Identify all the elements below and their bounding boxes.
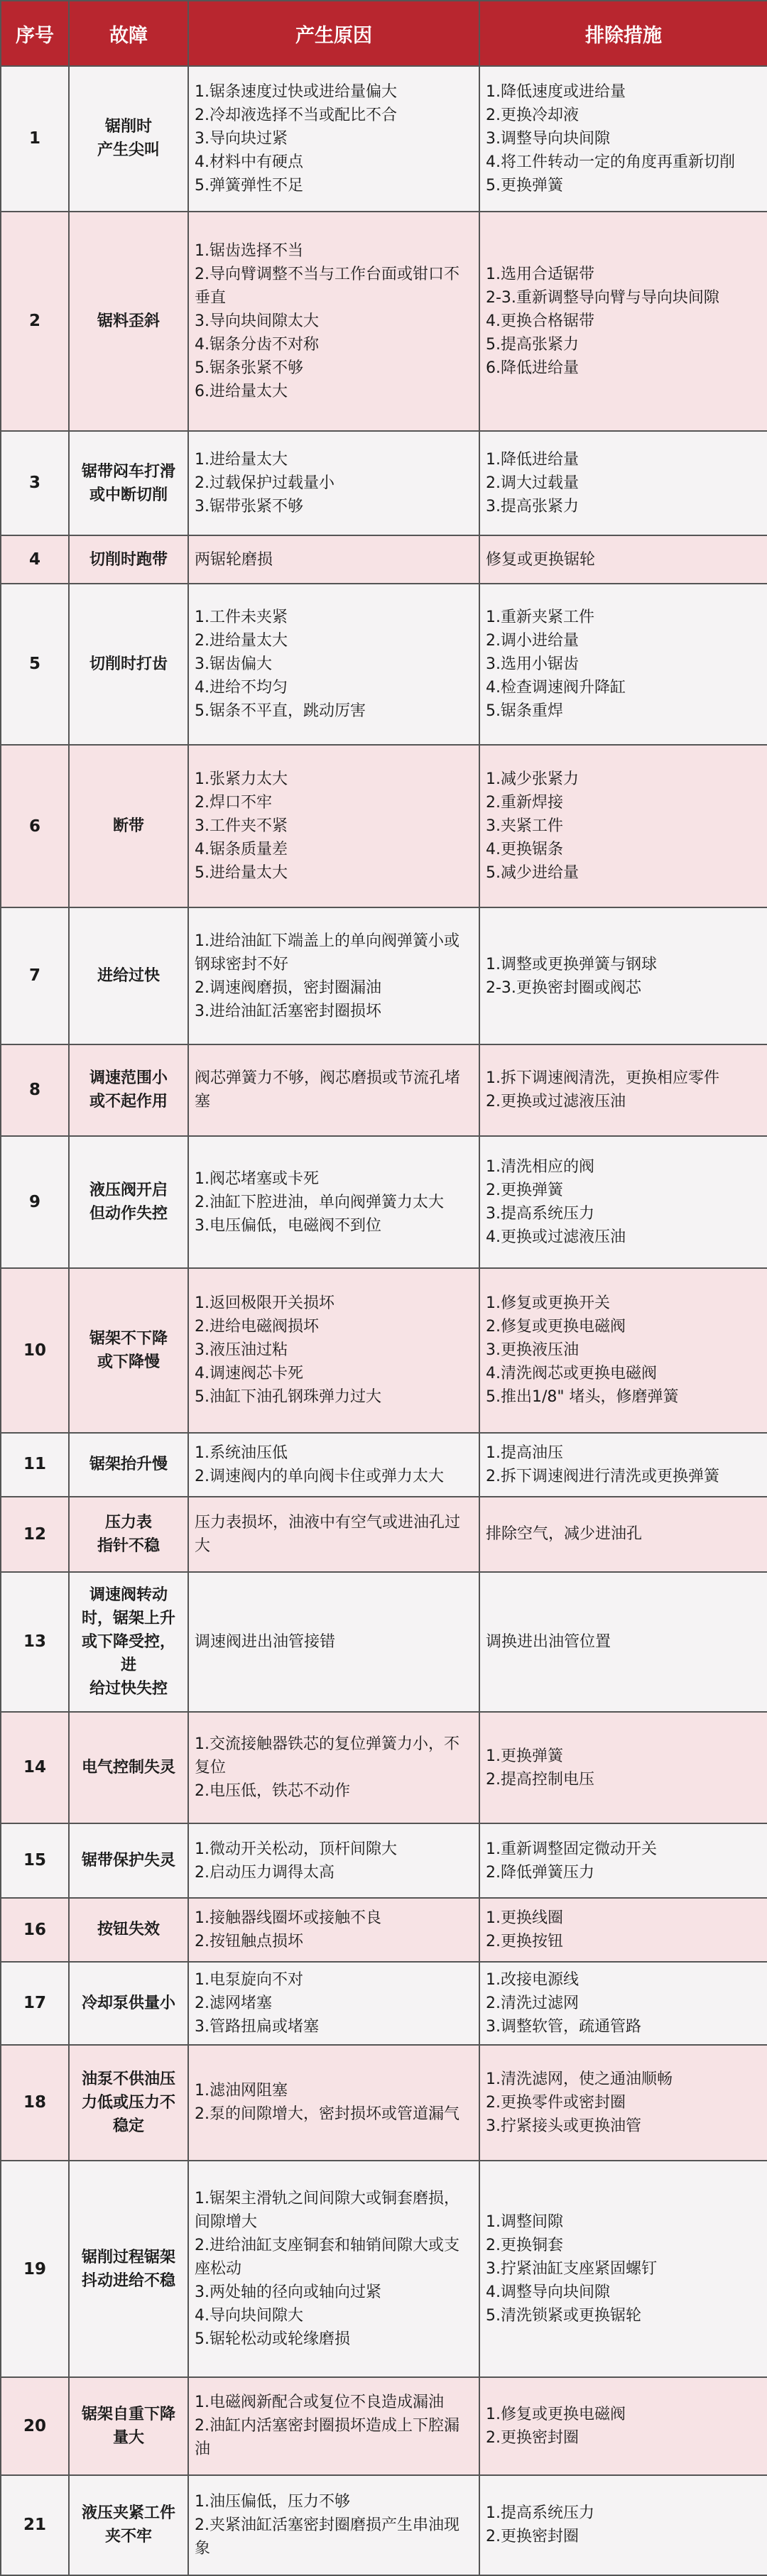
cause-cell <box>188 1962 479 2045</box>
remedy-line: 2.更换或过滤液压油 <box>486 1093 626 1111</box>
remedy-line: 1.选用合适锯带 <box>486 265 594 283</box>
cause-line: 1.滤油网阻塞 <box>195 2082 288 2100</box>
cause-line: 3.导向块过紧 <box>195 129 288 148</box>
cause-line: 3.进给油缸活塞密封圈损坏 <box>195 1002 381 1020</box>
remedy-cell <box>479 1823 767 1897</box>
remedy-cell <box>479 2377 767 2474</box>
remedy-line: 1.修复或更换开关 <box>486 1294 610 1313</box>
row-number: 5 <box>1 584 69 745</box>
cause-line: 4.锯条分齿不对称 <box>195 335 319 354</box>
remedy-line: 2.调小进给量 <box>486 632 579 650</box>
remedy-line: 5.锯条重焊 <box>486 702 563 721</box>
cause-cell <box>188 1572 479 1712</box>
cause-line: 2.油缸内活塞密封圈损坏造成上下腔漏油 <box>195 2417 459 2459</box>
cause-line: 1.锯齿选择不当 <box>195 241 303 260</box>
cause-cell <box>188 1823 479 1897</box>
remedy-line: 4.清洗阀芯或更换电磁阀 <box>486 1365 657 1383</box>
cause-line: 2.按钮触点损坏 <box>195 1932 303 1950</box>
remedy-line: 2.降低弹簧压力 <box>486 1863 594 1882</box>
cause-line: 1.接触器线圈坏或接触不良 <box>195 1909 381 1927</box>
cause-line: 4.进给不均匀 <box>195 679 288 697</box>
row-number: 16 <box>1 1898 69 1962</box>
remedy-line: 1.调整或更换弹簧与钢球 <box>486 955 657 973</box>
row-number: 4 <box>1 535 69 584</box>
remedy-line: 3.调整软管，疏通管路 <box>486 2017 641 2036</box>
remedy-line: 2.更换密封圈 <box>486 2428 579 2447</box>
remedy-line: 3.更换液压油 <box>486 1341 579 1360</box>
remedy-line: 2.修复或更换电磁阀 <box>486 1318 626 1336</box>
cause-cell <box>188 2475 479 2575</box>
remedy-line: 3.提高系统压力 <box>486 1205 594 1223</box>
table-row <box>1 1823 767 1897</box>
remedy-line: 6.降低进给量 <box>486 359 579 377</box>
table-row <box>1 1712 767 1824</box>
remedy-line: 4.更换合格锯带 <box>486 312 594 330</box>
cause-cell <box>188 431 479 535</box>
remedy-line: 3.夹紧工件 <box>486 817 563 836</box>
cause-line: 1.电磁阀新配合或复位不良造成漏油 <box>195 2394 444 2412</box>
row-number: 6 <box>1 745 69 907</box>
fault-cell: 锯削时 产生尖叫 <box>69 66 188 212</box>
remedy-line: 排除空气，减少进油孔 <box>486 1525 643 1544</box>
remedy-cell <box>479 1962 767 2045</box>
remedy-cell <box>479 1044 767 1136</box>
remedy-line: 5.减少进给量 <box>486 864 579 883</box>
row-number: 13 <box>1 1572 69 1712</box>
remedy-line: 2-3.更换密封圈或阀芯 <box>486 978 641 997</box>
cause-line: 2.夹紧油缸活塞密封圈磨损产生串油现象 <box>195 2516 459 2558</box>
cause-line: 2.冷却液选择不当或配比不合 <box>195 106 397 124</box>
cause-line: 2.进给量太大 <box>195 632 288 650</box>
fault-cell: 油泵不供油压 力低或压力不 稳定 <box>69 2045 188 2161</box>
cause-line: 3.液压油过粘 <box>195 1341 288 1360</box>
table-row <box>1 2475 767 2575</box>
header-row <box>1 1 767 66</box>
cause-line: 3.导向块间隙太大 <box>195 312 319 330</box>
remedy-line: 1.提高油压 <box>486 1443 563 1462</box>
table-row <box>1 1268 767 1432</box>
cause-line: 2.过载保护过载量小 <box>195 474 334 493</box>
remedy-line: 2.调大过载量 <box>486 474 579 493</box>
cause-cell <box>188 66 479 212</box>
cause-line: 2.滤网堵塞 <box>195 1994 272 2012</box>
fault-cell: 断带 <box>69 745 188 907</box>
cause-cell <box>188 2377 479 2474</box>
cause-line: 3.锯带张紧不够 <box>195 498 303 516</box>
cause-line: 3.管路扭扁或堵塞 <box>195 2017 319 2036</box>
cause-line: 2.导向臂调整不当与工作台面或钳口不垂直 <box>195 265 459 307</box>
cause-line: 2.焊口不牢 <box>195 794 272 812</box>
table-row <box>1 1136 767 1268</box>
cause-line: 1.系统油压低 <box>195 1443 288 1462</box>
remedy-cell <box>479 66 767 212</box>
table-row <box>1 1898 767 1962</box>
row-number: 1 <box>1 66 69 212</box>
remedy-line: 5.推出1/8" 堵头，修磨弹簧 <box>486 1388 679 1407</box>
remedy-line: 3.提高张紧力 <box>486 498 579 516</box>
cause-cell <box>188 1136 479 1268</box>
table-row <box>1 907 767 1044</box>
remedy-line: 2.更换密封圈 <box>486 2528 579 2546</box>
cause-cell <box>188 535 479 584</box>
remedy-cell <box>479 1572 767 1712</box>
remedy-line: 2-3.重新调整导向臂与导向块间隙 <box>486 288 719 307</box>
cause-line: 1.工件未夹紧 <box>195 608 288 627</box>
cause-cell <box>188 1044 479 1136</box>
fault-cell: 锯架自重下降 量大 <box>69 2377 188 2474</box>
remedy-cell <box>479 1433 767 1497</box>
remedy-line: 5.更换弹簧 <box>486 176 563 195</box>
header-fault: 故障 <box>69 1 188 66</box>
remedy-cell <box>479 2475 767 2575</box>
cause-cell <box>188 2045 479 2161</box>
cause-line: 5.油缸下油孔钢珠弹力过大 <box>195 1388 381 1407</box>
cause-line: 2.进给油缸支座铜套和轴销间隙大或支座松动 <box>195 2237 459 2278</box>
cause-cell <box>188 1497 479 1572</box>
cause-line: 2.电压低，铁芯不动作 <box>195 1782 350 1800</box>
remedy-line: 2.拆下调速阀进行清洗或更换弹簧 <box>486 1467 719 1485</box>
fault-cell: 调速阀转动 时，锯架上升 或下降受控，进 给过快失控 <box>69 1572 188 1712</box>
table-row <box>1 66 767 212</box>
table-row <box>1 2377 767 2474</box>
remedy-line: 5.提高张紧力 <box>486 335 579 354</box>
remedy-line: 1.改接电源线 <box>486 1970 579 1989</box>
remedy-cell <box>479 431 767 535</box>
fault-cell: 电气控制失灵 <box>69 1712 188 1824</box>
remedy-line: 2.更换弹簧 <box>486 1181 563 1200</box>
cause-line: 2.进给电磁阀损坏 <box>195 1318 319 1336</box>
remedy-line: 4.更换或过滤液压油 <box>486 1228 626 1247</box>
cause-cell <box>188 1268 479 1432</box>
remedy-line: 1.修复或更换电磁阀 <box>486 2405 626 2423</box>
remedy-cell <box>479 535 767 584</box>
cause-line: 1.微动开关松动，顶杆间隙大 <box>195 1840 397 1858</box>
fault-cell: 切削时跑带 <box>69 535 188 584</box>
remedy-line: 3.选用小锯齿 <box>486 655 579 674</box>
remedy-line: 3.调整导向块间隙 <box>486 129 610 148</box>
cause-line: 4.调速阀芯卡死 <box>195 1365 303 1383</box>
cause-cell <box>188 584 479 745</box>
remedy-cell <box>479 212 767 431</box>
remedy-line: 1.减少张紧力 <box>486 770 579 789</box>
cause-line: 5.锯条不平直，跳动厉害 <box>195 702 366 721</box>
remedy-line: 2.更换零件或密封圈 <box>486 2093 626 2112</box>
cause-line: 2.泵的间隙增大，密封损坏或管道漏气 <box>195 2105 459 2124</box>
cause-line: 5.弹簧弹性不足 <box>195 176 303 195</box>
row-number: 12 <box>1 1497 69 1572</box>
cause-line: 1.张紧力太大 <box>195 770 288 789</box>
remedy-cell <box>479 2161 767 2377</box>
table-row <box>1 1572 767 1712</box>
header-number: 序号 <box>1 1 69 66</box>
remedy-line: 2.更换冷却液 <box>486 106 579 124</box>
remedy-line: 1.重新调整固定微动开关 <box>486 1840 657 1858</box>
cause-cell <box>188 1898 479 1962</box>
cause-line: 5.进给量太大 <box>195 864 288 883</box>
remedy-line: 1.重新夹紧工件 <box>486 608 594 627</box>
cause-cell <box>188 907 479 1044</box>
table-row <box>1 431 767 535</box>
row-number: 21 <box>1 2475 69 2575</box>
remedy-line: 4.将工件转动一定的角度再重新切削 <box>486 153 735 171</box>
header-cause: 产生原因 <box>188 1 479 66</box>
table-row <box>1 1433 767 1497</box>
cause-line: 1.返回极限开关损坏 <box>195 1294 334 1313</box>
remedy-line: 5.清洗锁紧或更换锯轮 <box>486 2307 641 2325</box>
remedy-line: 1.清洗滤网，使之通油顺畅 <box>486 2070 673 2088</box>
remedy-line: 1.降低速度或进给量 <box>486 82 626 101</box>
remedy-line: 1.调整间隙 <box>486 2213 563 2232</box>
row-number: 14 <box>1 1712 69 1824</box>
remedy-line: 3.拧紧接头或更换油管 <box>486 2117 641 2135</box>
cause-line: 4.材料中有硬点 <box>195 153 303 171</box>
table-row <box>1 745 767 907</box>
cause-line: 1.电泵旋向不对 <box>195 1970 303 1989</box>
table-row <box>1 212 767 431</box>
row-number: 10 <box>1 1268 69 1432</box>
fault-cell: 冷却泵供量小 <box>69 1962 188 2045</box>
remedy-line: 4.更换锯条 <box>486 841 563 859</box>
remedy-cell <box>479 2045 767 2161</box>
remedy-line: 2.提高控制电压 <box>486 1770 594 1789</box>
cause-cell <box>188 1712 479 1824</box>
cause-line: 两锯轮磨损 <box>195 550 273 569</box>
remedy-line: 4.调整导向块间隙 <box>486 2283 610 2302</box>
remedy-cell <box>479 745 767 907</box>
cause-line: 1.进给油缸下端盖上的单向阀弹簧小或钢球密封不好 <box>195 932 459 973</box>
fault-cell: 锯架抬升慢 <box>69 1433 188 1497</box>
cause-line: 1.油压偏低，压力不够 <box>195 2492 350 2511</box>
cause-line: 3.锯齿偏大 <box>195 655 272 674</box>
cause-cell <box>188 2161 479 2377</box>
cause-line: 3.电压偏低，电磁阀不到位 <box>195 1216 381 1235</box>
remedy-line: 4.检查调速阀升降缸 <box>486 679 626 697</box>
remedy-line: 1.提高系统压力 <box>486 2504 594 2523</box>
fault-cell: 锯削过程锯架 抖动进给不稳 <box>69 2161 188 2377</box>
cause-cell <box>188 212 479 431</box>
remedy-line: 1.更换弹簧 <box>486 1747 563 1765</box>
remedy-cell <box>479 1497 767 1572</box>
row-number: 20 <box>1 2377 69 2474</box>
fault-cell: 锯带保护失灵 <box>69 1823 188 1897</box>
row-number: 9 <box>1 1136 69 1268</box>
remedy-line: 1.清洗相应的阀 <box>486 1158 594 1177</box>
table-row <box>1 2161 767 2377</box>
remedy-cell <box>479 1712 767 1824</box>
remedy-line: 2.更换铜套 <box>486 2237 563 2255</box>
cause-line: 6.进给量太大 <box>195 382 288 400</box>
cause-line: 4.导向块间隙大 <box>195 2307 303 2325</box>
cause-line: 2.启动压力调得太高 <box>195 1863 334 1882</box>
row-number: 15 <box>1 1823 69 1897</box>
cause-line: 3.两处轴的径向或轴向过紧 <box>195 2283 381 2302</box>
header-remedy: 排除措施 <box>479 1 767 66</box>
remedy-cell <box>479 907 767 1044</box>
remedy-line: 2.重新焊接 <box>486 794 563 812</box>
cause-line: 5.锯条张紧不够 <box>195 359 303 377</box>
remedy-line: 2.更换按钮 <box>486 1932 563 1950</box>
remedy-cell <box>479 1268 767 1432</box>
table-body <box>1 66 767 2575</box>
fault-cell: 按钮失效 <box>69 1898 188 1962</box>
cause-cell <box>188 1433 479 1497</box>
table-row <box>1 1962 767 2045</box>
fault-cell: 压力表 指针不稳 <box>69 1497 188 1572</box>
remedy-line: 1.拆下调速阀清洗，更换相应零件 <box>486 1069 719 1088</box>
row-number: 18 <box>1 2045 69 2161</box>
fault-cell: 锯料歪斜 <box>69 212 188 431</box>
cause-line: 3.工件夹不紧 <box>195 817 288 836</box>
cause-line: 调速阀进出油管接错 <box>195 1632 336 1651</box>
row-number: 17 <box>1 1962 69 2045</box>
cause-line: 4.锯条质量差 <box>195 841 288 859</box>
remedy-cell <box>479 584 767 745</box>
remedy-cell <box>479 1898 767 1962</box>
cause-line: 5.锯轮松动或轮缘磨损 <box>195 2330 350 2349</box>
remedy-cell <box>479 1136 767 1268</box>
cause-line: 2.油缸下腔进油，单向阀弹簧力太大 <box>195 1193 444 1211</box>
row-number: 19 <box>1 2161 69 2377</box>
cause-cell <box>188 745 479 907</box>
fault-cell: 进给过快 <box>69 907 188 1044</box>
remedy-line: 2.清洗过滤网 <box>486 1994 579 2012</box>
fault-cell: 调速范围小 或不起作用 <box>69 1044 188 1136</box>
fault-cell: 液压夹紧工件 夹不牢 <box>69 2475 188 2575</box>
fault-cell: 切削时打齿 <box>69 584 188 745</box>
table-row <box>1 535 767 584</box>
fault-cell: 锯带闷车打滑 或中断切削 <box>69 431 188 535</box>
remedy-line: 1.降低进给量 <box>486 451 579 469</box>
cause-line: 压力表损坏，油液中有空气或进油孔过大 <box>195 1513 461 1555</box>
table-row <box>1 1497 767 1572</box>
remedy-line: 3.拧紧油缸支座紧固螺钉 <box>486 2260 657 2278</box>
cause-line: 2.调速阀磨损，密封圈漏油 <box>195 978 381 997</box>
fault-cell: 锯架不下降 或下降慢 <box>69 1268 188 1432</box>
row-number: 8 <box>1 1044 69 1136</box>
cause-line: 1.锯架主滑轨之间间隙大或铜套磨损，间隙增大 <box>195 2190 459 2232</box>
cause-line: 1.交流接触器铁芯的复位弹簧力小，不复位 <box>195 1735 459 1777</box>
cause-line: 2.调速阀内的单向阀卡住或弹力太大 <box>195 1467 444 1485</box>
remedy-line: 修复或更换锯轮 <box>486 550 596 569</box>
row-number: 11 <box>1 1433 69 1497</box>
cause-line: 阀芯弹簧力不够，阀芯磨损或节流孔堵塞 <box>195 1069 461 1111</box>
cause-line: 1.锯条速度过快或进给量偏大 <box>195 82 397 101</box>
row-number: 3 <box>1 431 69 535</box>
remedy-line: 1.更换线圈 <box>486 1909 563 1927</box>
cause-line: 1.进给量太大 <box>195 451 288 469</box>
row-number: 2 <box>1 212 69 431</box>
table-row <box>1 1044 767 1136</box>
cause-line: 1.阀芯堵塞或卡死 <box>195 1169 319 1188</box>
remedy-line: 调换进出油管位置 <box>486 1632 611 1651</box>
fault-cell: 液压阀开启 但动作失控 <box>69 1136 188 1268</box>
row-number: 7 <box>1 907 69 1044</box>
table-row <box>1 584 767 745</box>
table-row <box>1 2045 767 2161</box>
